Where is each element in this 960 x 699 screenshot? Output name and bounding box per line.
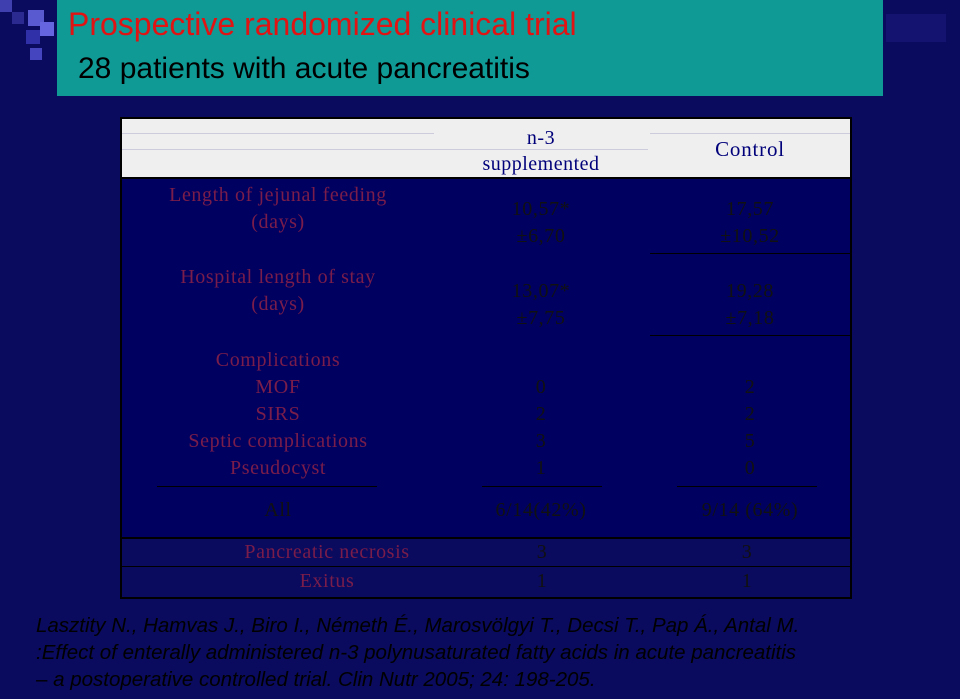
row-label-hospital-stay: Hospital length of stay (days) [180, 266, 376, 315]
row-label-all: All [264, 499, 292, 521]
cell-n3-hospital-stay: 13,07* ±7,75 [511, 280, 571, 329]
row-label-exitus: Exitus [299, 570, 355, 592]
page-title: Prospective randomized clinical trial [68, 6, 577, 42]
cell-n3-jejunal-feeding: 10,57* ±6,70 [511, 198, 571, 247]
cell-n3-all: 6/14(42%) [495, 499, 587, 521]
citation-title: :Effect of enterally administered n-3 polynusaturated fatty acids in acute pancreatitis [36, 641, 797, 664]
table-header [122, 119, 850, 179]
header-control: Control [715, 137, 785, 161]
cell-n3-pancreatic-necrosis: 3 [536, 541, 548, 563]
citation [36, 612, 946, 693]
cell-control-exitus: 1 [741, 570, 753, 592]
results-table [120, 117, 852, 539]
row-label-pancreatic-necrosis: Pancreatic necrosis [244, 541, 410, 563]
cell-control-all: 9/14 (64%) [701, 499, 799, 521]
cell-n3-complications: 0 2 3 1 [535, 376, 547, 479]
row-label-jejunal-feeding: Length of jejunal feeding (days) [169, 184, 387, 233]
cell-control-jejunal-feeding: 17,57 ±10,52 [720, 198, 780, 247]
extra-outcomes-table [120, 537, 852, 599]
header-n3-supplemented: n-3 supplemented [482, 127, 600, 175]
row-label-complications: Complications MOF SIRS Septic complications Pseudocyst [188, 349, 368, 479]
cell-control-pancreatic-necrosis: 3 [741, 541, 753, 563]
citation-journal: – a postoperative controlled trial. Clin Nutr 2005; 24: 198-205. [36, 668, 596, 691]
citation-authors: Lasztity N., Hamvas J., Biro I., Németh É., Marosvölgyi T., Decsi T., Pap Á., Antal M. [36, 614, 800, 637]
cell-control-hospital-stay: 19,28 ±7,18 [725, 280, 775, 329]
cell-control-complications: 2 2 5 0 [744, 376, 756, 479]
page-subtitle: 28 patients with acute pancreatitis [78, 52, 530, 85]
cell-n3-exitus: 1 [536, 570, 548, 592]
